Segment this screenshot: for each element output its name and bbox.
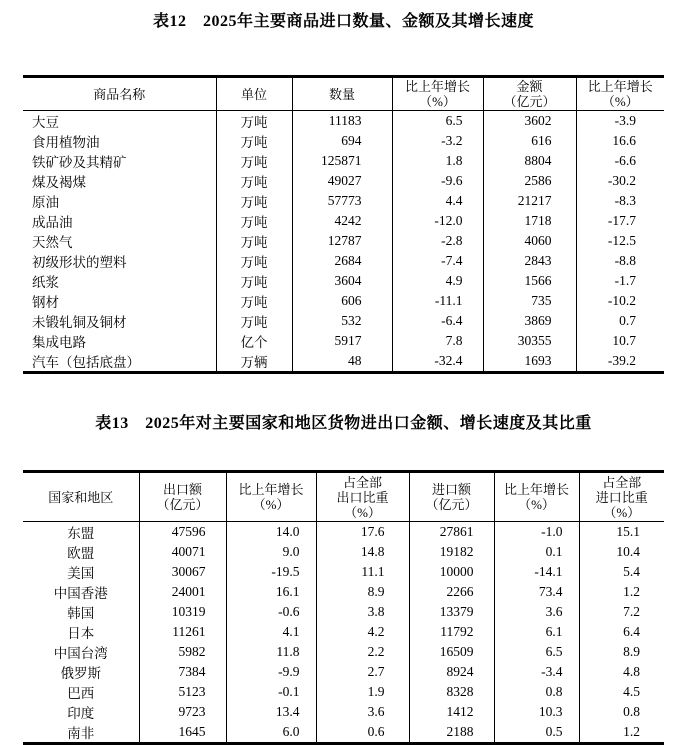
table-cell: 初级形状的塑料 bbox=[32, 255, 127, 270]
table-cell: 3602 bbox=[483, 111, 576, 132]
table-cell: 30355 bbox=[483, 331, 576, 351]
table-cell: 食用植物油 bbox=[32, 135, 100, 150]
table-row bbox=[23, 722, 664, 744]
table12-body bbox=[23, 111, 664, 373]
table-cell: 16509 bbox=[409, 642, 494, 662]
table-cell: 616 bbox=[483, 131, 576, 151]
table-header-row bbox=[23, 77, 664, 111]
table-cell: 4.1 bbox=[226, 622, 316, 642]
table12-header bbox=[23, 77, 664, 111]
table-cell: 纸浆 bbox=[32, 275, 59, 290]
table-cell: 万吨 bbox=[216, 131, 292, 151]
table-cell: 7.8 bbox=[392, 331, 483, 351]
table-cell: -10.2 bbox=[576, 291, 664, 311]
table-cell: -6.6 bbox=[576, 151, 664, 171]
table-cell: 1412 bbox=[409, 702, 494, 722]
table-cell: 3.6 bbox=[494, 602, 579, 622]
table-cell: 2.7 bbox=[316, 662, 409, 682]
table-row bbox=[23, 702, 664, 722]
table13-body bbox=[23, 522, 664, 744]
table-cell: 19182 bbox=[409, 542, 494, 562]
column-header bbox=[139, 472, 226, 522]
table-cell: 万辆 bbox=[216, 351, 292, 373]
table-cell: 3.6 bbox=[316, 702, 409, 722]
table-cell: 万吨 bbox=[216, 291, 292, 311]
table-cell: 14.0 bbox=[226, 522, 316, 543]
table-cell: 大豆 bbox=[32, 115, 59, 130]
table-cell: 16.1 bbox=[226, 582, 316, 602]
table-cell: 2.2 bbox=[316, 642, 409, 662]
table-cell: 日本 bbox=[67, 626, 95, 641]
table-cell: 4242 bbox=[292, 211, 392, 231]
column-header-line: （%） bbox=[419, 94, 456, 109]
table-cell: 6.5 bbox=[494, 642, 579, 662]
table-cell: 原油 bbox=[32, 195, 59, 210]
table-cell: 9.0 bbox=[226, 542, 316, 562]
table-cell: 0.8 bbox=[579, 702, 664, 722]
table-cell: 48 bbox=[292, 351, 392, 373]
table-cell: 南非 bbox=[67, 726, 95, 741]
table-cell: 亿个 bbox=[216, 331, 292, 351]
table-row bbox=[23, 682, 664, 702]
table-row bbox=[23, 191, 664, 211]
table-row bbox=[23, 271, 664, 291]
table-cell: 铁矿砂及其精矿 bbox=[32, 155, 127, 170]
column-header-line: （%） bbox=[518, 497, 555, 512]
column-header bbox=[392, 77, 483, 111]
table-cell: 1566 bbox=[483, 271, 576, 291]
column-header-line: 比上年增长 bbox=[238, 482, 304, 497]
table-cell: 24001 bbox=[139, 582, 226, 602]
table-cell: 0.6 bbox=[316, 722, 409, 744]
table-cell: 17.6 bbox=[316, 522, 409, 543]
table-cell: 万吨 bbox=[216, 311, 292, 331]
column-header-line: 进口比重 bbox=[595, 489, 648, 505]
table-cell: 1693 bbox=[483, 351, 576, 373]
table-cell: -8.3 bbox=[576, 191, 664, 211]
table-cell: 532 bbox=[292, 311, 392, 331]
table-cell: 未锻轧铜及铜材 bbox=[32, 315, 127, 330]
table-cell: 2586 bbox=[483, 171, 576, 191]
table12-title: 表12 2025年主要商品进口数量、金额及其增长速度 bbox=[152, 13, 534, 30]
column-header-line: 进口额 bbox=[431, 482, 471, 497]
table-cell: 14.8 bbox=[316, 542, 409, 562]
column-header-line: （亿元） bbox=[503, 94, 556, 109]
table-row bbox=[23, 522, 664, 543]
table-cell: 中国台湾 bbox=[53, 646, 108, 661]
column-header-line: 比上年增长 bbox=[587, 79, 653, 94]
column-header bbox=[576, 77, 664, 111]
table-row bbox=[23, 602, 664, 622]
table-cell: -32.4 bbox=[392, 351, 483, 373]
column-header-line: 出口额 bbox=[162, 482, 202, 497]
table-cell: -30.2 bbox=[576, 171, 664, 191]
table-cell: 10319 bbox=[139, 602, 226, 622]
table-cell: -3.9 bbox=[576, 111, 664, 132]
table-row bbox=[23, 231, 664, 251]
column-header bbox=[579, 472, 664, 522]
table-cell: 万吨 bbox=[216, 251, 292, 271]
table-row bbox=[23, 582, 664, 602]
table-cell: 4.8 bbox=[579, 662, 664, 682]
column-header bbox=[494, 472, 579, 522]
table-cell: 10.7 bbox=[576, 331, 664, 351]
table-cell: -8.8 bbox=[576, 251, 664, 271]
table-cell: 5.4 bbox=[579, 562, 664, 582]
table-cell: 694 bbox=[292, 131, 392, 151]
column-header bbox=[292, 77, 392, 111]
table-cell: 6.0 bbox=[226, 722, 316, 744]
column-header-line: （%） bbox=[601, 94, 639, 109]
table-cell: 3869 bbox=[483, 311, 576, 331]
table-cell: -9.6 bbox=[392, 171, 483, 191]
table-cell: 钢材 bbox=[32, 295, 59, 310]
table-row bbox=[23, 662, 664, 682]
table-cell: 1.2 bbox=[579, 582, 664, 602]
table-cell: 11.8 bbox=[226, 642, 316, 662]
column-header-line: 金额 bbox=[516, 79, 543, 94]
table-cell: 15.1 bbox=[579, 522, 664, 543]
table-cell: 7.2 bbox=[579, 602, 664, 622]
table-cell: -6.4 bbox=[392, 311, 483, 331]
table-cell: 万吨 bbox=[216, 231, 292, 251]
column-header-line: （%） bbox=[344, 504, 381, 520]
table-cell: -7.4 bbox=[392, 251, 483, 271]
column-header bbox=[23, 77, 216, 111]
table-cell: 煤及褐煤 bbox=[32, 175, 86, 190]
column-header-line: 占全部 bbox=[342, 474, 382, 490]
table-cell: 125871 bbox=[292, 151, 392, 171]
table-cell: 0.1 bbox=[494, 542, 579, 562]
table-cell: 1.8 bbox=[392, 151, 483, 171]
table-cell: 4060 bbox=[483, 231, 576, 251]
table-cell: 13.4 bbox=[226, 702, 316, 722]
table13-title: 表13 2025年对主要国家和地区货物进出口金额、增长速度及其比重 bbox=[95, 415, 592, 432]
table-cell: 6.1 bbox=[494, 622, 579, 642]
table-cell: 8.9 bbox=[579, 642, 664, 662]
table-cell: 7384 bbox=[139, 662, 226, 682]
table-row bbox=[23, 291, 664, 311]
table-cell: 2188 bbox=[409, 722, 494, 744]
column-header-line: 比上年增长 bbox=[503, 482, 569, 497]
table-cell: 11183 bbox=[292, 111, 392, 132]
table-cell: -12.0 bbox=[392, 211, 483, 231]
table-cell: 8.9 bbox=[316, 582, 409, 602]
column-header-line: （亿元） bbox=[425, 497, 478, 512]
table-row bbox=[23, 151, 664, 171]
table-cell: 天然气 bbox=[32, 235, 73, 250]
table-row bbox=[23, 311, 664, 331]
table-cell: 东盟 bbox=[67, 526, 95, 541]
table-row bbox=[23, 562, 664, 582]
table-cell: 10000 bbox=[409, 562, 494, 582]
table-cell: -2.8 bbox=[392, 231, 483, 251]
table-cell: 4.4 bbox=[392, 191, 483, 211]
table-cell: 韩国 bbox=[67, 606, 95, 621]
table-cell: 3604 bbox=[292, 271, 392, 291]
table-cell: 16.6 bbox=[576, 131, 664, 151]
table-cell: 11.1 bbox=[316, 562, 409, 582]
table-cell: 49027 bbox=[292, 171, 392, 191]
table-cell: -14.1 bbox=[494, 562, 579, 582]
column-header bbox=[316, 472, 409, 522]
table-cell: 10.3 bbox=[494, 702, 579, 722]
column-header bbox=[216, 77, 292, 111]
table-cell: -39.2 bbox=[576, 351, 664, 373]
table-cell: 8924 bbox=[409, 662, 494, 682]
table-row bbox=[23, 131, 664, 151]
table-cell: 2843 bbox=[483, 251, 576, 271]
table12-imports-commodities bbox=[23, 75, 664, 374]
table-cell: 美国 bbox=[67, 566, 95, 581]
table-cell: 0.7 bbox=[576, 311, 664, 331]
table-cell: 47596 bbox=[139, 522, 226, 543]
table-cell: 606 bbox=[292, 291, 392, 311]
column-header-line: 商品名称 bbox=[93, 86, 146, 102]
table-cell: 万吨 bbox=[216, 191, 292, 211]
table-cell: 俄罗斯 bbox=[60, 666, 101, 681]
table-cell: 6.4 bbox=[579, 622, 664, 642]
column-header-line: 比上年增长 bbox=[404, 79, 470, 94]
table-cell: 万吨 bbox=[216, 271, 292, 291]
table-cell: -9.9 bbox=[226, 662, 316, 682]
table-cell: 6.5 bbox=[392, 111, 483, 132]
column-header-line: 国家和地区 bbox=[48, 489, 114, 505]
column-header-line: 数量 bbox=[328, 86, 355, 102]
table-cell: 8328 bbox=[409, 682, 494, 702]
table-cell: 万吨 bbox=[216, 211, 292, 231]
table-cell: -0.1 bbox=[226, 682, 316, 702]
column-header bbox=[226, 472, 316, 522]
column-header-line: 出口比重 bbox=[336, 489, 389, 505]
table-cell: 3.8 bbox=[316, 602, 409, 622]
table-cell: 27861 bbox=[409, 522, 494, 543]
table-cell: 5982 bbox=[139, 642, 226, 662]
column-header-line: （亿元） bbox=[156, 497, 209, 512]
table-cell: 735 bbox=[483, 291, 576, 311]
table-cell: -1.0 bbox=[494, 522, 579, 543]
table-cell: 73.4 bbox=[494, 582, 579, 602]
table-cell: 欧盟 bbox=[67, 546, 95, 561]
table13-trade-by-country bbox=[23, 470, 664, 745]
table-cell: 0.5 bbox=[494, 722, 579, 744]
table13-header bbox=[23, 472, 664, 522]
table-cell: 万吨 bbox=[216, 171, 292, 191]
table-cell: -19.5 bbox=[226, 562, 316, 582]
table-cell: 巴西 bbox=[67, 686, 95, 701]
table-row bbox=[23, 171, 664, 191]
table-cell: 8804 bbox=[483, 151, 576, 171]
table-cell: 万吨 bbox=[216, 111, 292, 132]
table-cell: 集成电路 bbox=[32, 335, 86, 350]
column-header-line: 单位 bbox=[240, 86, 267, 102]
table-cell: 9723 bbox=[139, 702, 226, 722]
table-row bbox=[23, 251, 664, 271]
table-cell: 57773 bbox=[292, 191, 392, 211]
table-cell: 21217 bbox=[483, 191, 576, 211]
column-header-line: （%） bbox=[252, 497, 290, 512]
table-cell: 11792 bbox=[409, 622, 494, 642]
column-header bbox=[483, 77, 576, 111]
column-header bbox=[409, 472, 494, 522]
column-header-line: 占全部 bbox=[602, 474, 642, 490]
table-cell: 印度 bbox=[67, 706, 95, 721]
table-cell: -1.7 bbox=[576, 271, 664, 291]
table-cell: -3.4 bbox=[494, 662, 579, 682]
table-cell: 40071 bbox=[139, 542, 226, 562]
table-row bbox=[23, 542, 664, 562]
table-cell: 4.9 bbox=[392, 271, 483, 291]
table-header-row bbox=[23, 472, 664, 522]
table-cell: 1.9 bbox=[316, 682, 409, 702]
table-row bbox=[23, 211, 664, 231]
table-cell: 5917 bbox=[292, 331, 392, 351]
table-cell: -17.7 bbox=[576, 211, 664, 231]
table-cell: 11261 bbox=[139, 622, 226, 642]
table-cell: 2266 bbox=[409, 582, 494, 602]
table-cell: 0.8 bbox=[494, 682, 579, 702]
column-header-line: （%） bbox=[603, 504, 641, 520]
table-cell: 4.5 bbox=[579, 682, 664, 702]
table-cell: -0.6 bbox=[226, 602, 316, 622]
table-cell: -11.1 bbox=[392, 291, 483, 311]
table-cell: 2684 bbox=[292, 251, 392, 271]
table-cell: 5123 bbox=[139, 682, 226, 702]
table-cell: 13379 bbox=[409, 602, 494, 622]
table-cell: 30067 bbox=[139, 562, 226, 582]
table-cell: 1.2 bbox=[579, 722, 664, 744]
table-cell: 成品油 bbox=[32, 215, 73, 230]
table-cell: 1645 bbox=[139, 722, 226, 744]
table-cell: 1718 bbox=[483, 211, 576, 231]
table-cell: 10.4 bbox=[579, 542, 664, 562]
table-row bbox=[23, 622, 664, 642]
table-cell: 12787 bbox=[292, 231, 392, 251]
table-row bbox=[23, 331, 664, 351]
table-cell: 汽车（包括底盘） bbox=[32, 355, 140, 370]
table-cell: 万吨 bbox=[216, 151, 292, 171]
table-cell: 中国香港 bbox=[53, 586, 108, 601]
table-row bbox=[23, 351, 664, 373]
table-row bbox=[23, 642, 664, 662]
table-cell: -3.2 bbox=[392, 131, 483, 151]
table-cell: -12.5 bbox=[576, 231, 664, 251]
table-row bbox=[23, 111, 664, 132]
table-cell: 4.2 bbox=[316, 622, 409, 642]
column-header bbox=[23, 472, 139, 522]
